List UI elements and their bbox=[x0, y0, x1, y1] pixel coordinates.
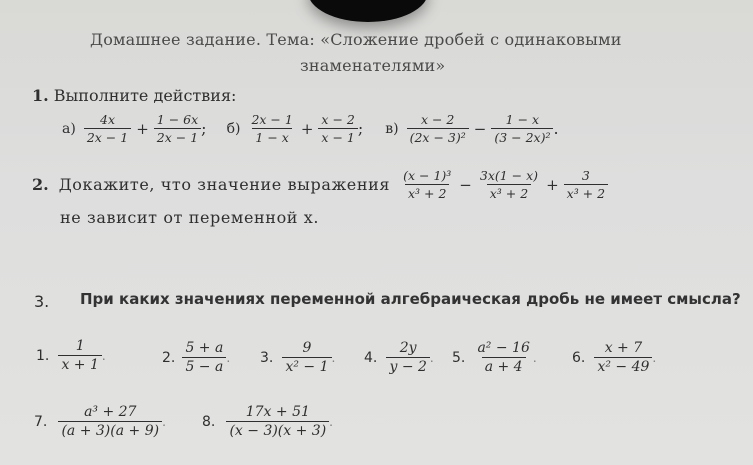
denominator: x³ + 2 bbox=[405, 184, 449, 201]
item-label: 7. bbox=[34, 414, 48, 430]
item-label: 8. bbox=[202, 414, 216, 430]
numerator: (x − 1)³ bbox=[403, 168, 452, 183]
task1-b-fraction-1 bbox=[248, 112, 295, 145]
task2-operator-1: − bbox=[459, 175, 472, 194]
task1-row bbox=[62, 112, 559, 145]
item-fraction bbox=[58, 404, 162, 439]
numerator: 3x(1 − x) bbox=[479, 168, 539, 183]
task3-item-3: 3. $\frac{9}{\text{x² − 1}}$ . bbox=[260, 340, 336, 375]
task1-a-end: ; bbox=[201, 119, 207, 138]
task1-a-operator: + bbox=[136, 119, 149, 138]
task1-c-operator: − bbox=[473, 119, 487, 138]
denominator: x + 1 bbox=[58, 355, 101, 373]
task1-b-end: ; bbox=[357, 119, 364, 138]
denominator: 5 − a bbox=[182, 357, 226, 375]
numerator: x + 7 bbox=[604, 340, 643, 356]
numerator: 2y bbox=[399, 340, 417, 356]
denominator: x³ + 2 bbox=[487, 184, 531, 201]
task3-item-6: 6. $\frac{x + 7}{\text{x² − 49}}$ . bbox=[572, 340, 657, 375]
task2-fraction-3 bbox=[564, 168, 608, 201]
task3-item-5: 5. $\frac{\text{a² − 16}}{a + 4}$ . bbox=[452, 340, 537, 375]
numerator: 1 − x bbox=[505, 112, 540, 127]
task3-number: 3. bbox=[34, 292, 50, 311]
denominator: (2x − 3)² bbox=[407, 128, 469, 145]
task2-row bbox=[32, 168, 608, 201]
task1-b-fraction-2 bbox=[318, 112, 357, 145]
task1-text: Выполните действия: bbox=[53, 86, 237, 105]
dark-object-shadow bbox=[308, 0, 428, 22]
item-fraction bbox=[594, 340, 652, 375]
task2-fraction-2 bbox=[477, 168, 541, 201]
task2-text-2: не зависит от переменной x. bbox=[60, 208, 320, 227]
denominator: x³ + 2 bbox=[564, 184, 608, 201]
item-fraction bbox=[282, 340, 331, 375]
denominator: x² − 1 bbox=[282, 357, 331, 375]
denominator: 2x − 1 bbox=[84, 128, 131, 145]
denominator: a + 4 bbox=[482, 357, 526, 375]
task3-item-8: 8. $\frac{17x + 51}{(x - 3)(x + 3)}$ . bbox=[202, 404, 333, 439]
numerator: 5 + a bbox=[185, 340, 224, 356]
denominator: (a + 3)(a + 9) bbox=[58, 421, 162, 439]
task1-a-fraction-1 bbox=[84, 112, 131, 145]
item-label: 6. bbox=[572, 350, 586, 366]
numerator: 2x − 1 bbox=[251, 112, 293, 127]
denominator: (x − 3)(x + 3) bbox=[226, 421, 329, 439]
item-fraction bbox=[58, 338, 101, 373]
numerator: a² − 16 bbox=[477, 340, 530, 356]
title-line-1: Домашнее задание. Тема: «Сложение дробей с одинаковыми bbox=[90, 30, 622, 49]
numerator: 1 − 6x bbox=[156, 112, 199, 127]
numerator: 4x bbox=[100, 112, 116, 127]
task1-c-end: . bbox=[553, 119, 559, 138]
numerator: 9 bbox=[302, 340, 312, 356]
task1-c-fraction-2 bbox=[491, 112, 553, 145]
task3-item-1: 1. $\frac{1}{x + 1}$ . bbox=[36, 338, 106, 373]
item-fraction bbox=[182, 340, 226, 375]
task1-c-fraction-1 bbox=[407, 112, 469, 145]
item-label: 1. bbox=[36, 348, 50, 364]
denominator: x² − 49 bbox=[594, 357, 652, 375]
task2-text: Докажите, что значение выражения bbox=[58, 175, 391, 194]
item-label: 4. bbox=[364, 350, 378, 366]
task1-b-operator: + bbox=[300, 119, 314, 138]
task1-heading bbox=[32, 86, 236, 105]
task2-fraction-1 bbox=[400, 168, 454, 201]
item-label: 3. bbox=[260, 350, 274, 366]
task1-c-label: в) bbox=[385, 120, 399, 137]
task2-number: 2. bbox=[32, 175, 49, 194]
denominator: y − 2 bbox=[386, 357, 429, 375]
numerator: 17x + 51 bbox=[245, 404, 310, 420]
numerator: 3 bbox=[581, 168, 590, 183]
item-label: 2. bbox=[162, 350, 176, 366]
task2-operator-2: + bbox=[546, 175, 559, 194]
task3-text: При каких значениях переменной алгебраическая дробь не имеет смысла? bbox=[80, 290, 741, 308]
item-fraction bbox=[386, 340, 429, 375]
item-label: 5. bbox=[452, 350, 466, 366]
numerator: x − 2 bbox=[321, 112, 355, 127]
task1-b-label: б) bbox=[226, 120, 241, 137]
numerator: x − 2 bbox=[420, 112, 455, 127]
numerator: a³ + 27 bbox=[84, 404, 137, 420]
title-line-2: знаменателями» bbox=[300, 56, 446, 75]
task1-number: 1. bbox=[32, 86, 49, 105]
numerator: 1 bbox=[75, 338, 85, 354]
task1-a-label: а) bbox=[62, 120, 76, 137]
task3-item-7: 7. $\frac{\text{a³ + 27}}{(a + 3)(a + 9)}$ . bbox=[34, 404, 166, 439]
task1-a-fraction-2 bbox=[154, 112, 201, 145]
item-fraction bbox=[226, 404, 329, 439]
item-fraction bbox=[474, 340, 532, 375]
task3-item-2: 2. $\frac{5 + a}{5 - a}$ . bbox=[162, 340, 231, 375]
task3-item-4: 4. $\frac{2y}{y - 2}$ . bbox=[364, 340, 434, 375]
denominator: x − 1 bbox=[318, 128, 357, 145]
denominator: 2x − 1 bbox=[154, 128, 201, 145]
denominator: (3 − 2x)² bbox=[491, 128, 553, 145]
denominator: 1 − x bbox=[252, 128, 291, 145]
